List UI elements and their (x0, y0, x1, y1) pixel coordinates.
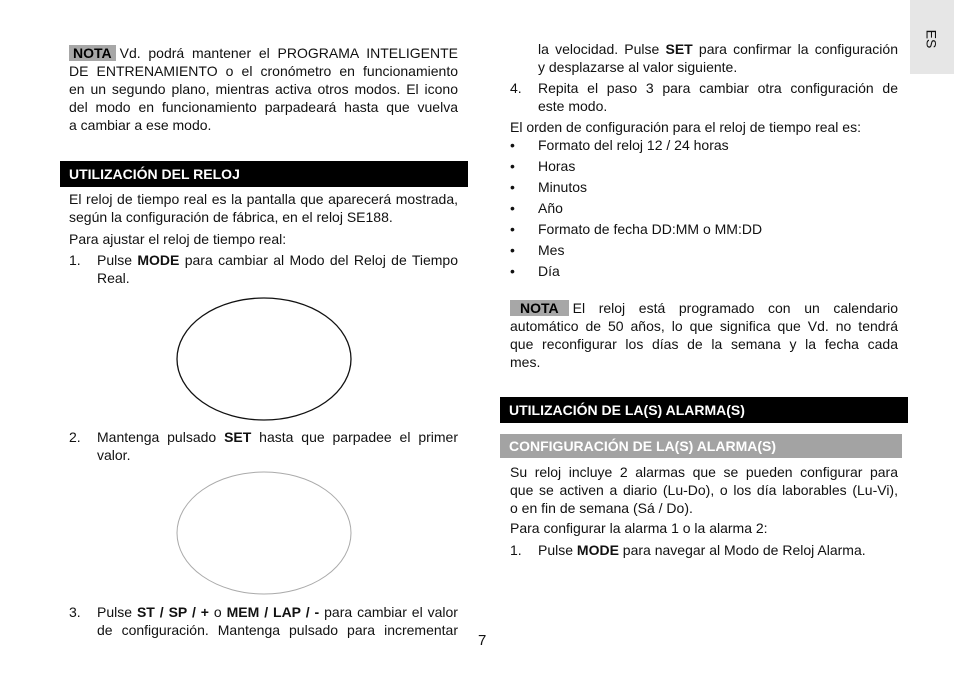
step-text: para cambiar el valor (319, 604, 458, 620)
note-line: a cambiar a ese modo. (69, 117, 212, 133)
note-line: automático de 50 años, lo que significa que Vd. no tendrá (510, 318, 898, 334)
note-line: DE ENTRENAMIENTO o el cronómetro en funcionamiento (69, 63, 458, 79)
key-label: MODE (576, 542, 619, 558)
step-continuation (538, 40, 898, 76)
paragraph: El orden de configuración para el reloj de tiempo real es: (510, 119, 861, 135)
subsection-header-alarm-setup: CONFIGURACIÓN DE LA(S) ALARMA(S) (500, 434, 902, 458)
note-badge: NOTA (510, 300, 569, 316)
step-number: 3. (69, 604, 81, 620)
list-item: • Día (510, 263, 560, 279)
step-text: Mantenga pulsado (97, 429, 225, 445)
key-label: MEM / LAP / - (226, 604, 320, 620)
lcd-display-clock (176, 296, 352, 422)
step-text: este modo. (538, 98, 608, 114)
list-item: • Horas (510, 158, 576, 174)
step-number: 1. (510, 542, 522, 558)
key-label: ST / SP / + (136, 604, 209, 620)
note-line: El reloj está programado con un calendario (572, 300, 898, 316)
page-number: 7 (478, 632, 487, 649)
paragraph: Para ajustar el reloj de tiempo real: (69, 231, 287, 247)
note-line: en un segundo plano, mientras activa otros modos. El icono (69, 81, 458, 97)
key-label: MODE (137, 252, 180, 268)
step-text: valor. (97, 447, 131, 463)
list-item: • Formato del reloj 12 / 24 horas (510, 137, 729, 153)
step-item (69, 428, 458, 464)
language-label: ES (923, 29, 940, 49)
step-text: para cambiar al Modo del Reloj de Tiempo (179, 252, 458, 268)
paragraph (510, 463, 898, 517)
key-label: SET (224, 429, 252, 445)
step-text: de configuración. Mantenga pulsado para incrementar (97, 622, 458, 638)
step-number: 1. (69, 252, 81, 268)
step-number: 4. (510, 80, 522, 96)
list-item: • Minutos (510, 179, 588, 195)
step-text: Pulse (538, 542, 577, 558)
paragraph-line: El reloj de tiempo real es la pantalla que aparecerá mostrada, (69, 191, 458, 207)
step-text: Pulse (97, 252, 138, 268)
list-item: • Año (510, 200, 563, 216)
paragraph (69, 190, 458, 226)
list-item: • Mes (510, 242, 565, 258)
note-badge: NOTA (69, 45, 116, 61)
paragraph: Para configurar la alarma 1 o la alarma 2: (510, 520, 768, 536)
language-tab (910, 0, 954, 74)
section-header-clock: UTILIZACIÓN DEL RELOJ (60, 161, 468, 187)
step-text: hasta que parpadee el primer (251, 429, 458, 445)
step-text: Real. (97, 270, 130, 286)
step-number: 2. (69, 429, 81, 445)
step-text: Pulse (97, 604, 137, 620)
note-line: que reconfigurar los días de la semana y la fecha cada (510, 336, 898, 352)
step-item (69, 603, 458, 639)
section-header-alarms: UTILIZACIÓN DE LA(S) ALARMA(S) (500, 397, 908, 423)
step-item (69, 251, 458, 287)
step-text: para confirmar la configuración (692, 41, 898, 57)
step-text: y desplazarse al valor siguiente. (538, 59, 738, 75)
paragraph-line: que se activen a diario (Lu-Do), o los día laborables (Lu-Vi), (510, 482, 898, 498)
note-line: mes. (510, 354, 541, 370)
note-block-2 (510, 299, 898, 371)
paragraph-line: Su reloj incluye 2 alarmas que se pueden configurar para (510, 464, 898, 480)
step-text: Repita el paso 3 para cambiar otra configuración de (538, 80, 898, 96)
step-text: o (208, 604, 227, 620)
settings-order-list (510, 136, 900, 283)
step-item (510, 79, 898, 115)
step-item (510, 541, 898, 559)
paragraph-line: o en fin de semana (Sá / Do). (510, 500, 693, 516)
step-text: para navegar al Modo de Reloj Alarma. (618, 542, 866, 558)
paragraph-line: según la configuración de fábrica, en el reloj SE188. (69, 209, 393, 225)
step-text: la velocidad. Pulse (538, 41, 666, 57)
note-line: del modo en funcionamiento parpadeará hasta que vuelva (69, 99, 458, 115)
note-block-1 (69, 44, 458, 134)
key-label: SET (665, 41, 693, 57)
note-line: Vd. podrá mantener el PROGRAMA INTELIGENTE (119, 45, 458, 61)
list-item: • Formato de fecha DD:MM o MM:DD (510, 221, 763, 237)
lcd-display-format (176, 470, 352, 596)
